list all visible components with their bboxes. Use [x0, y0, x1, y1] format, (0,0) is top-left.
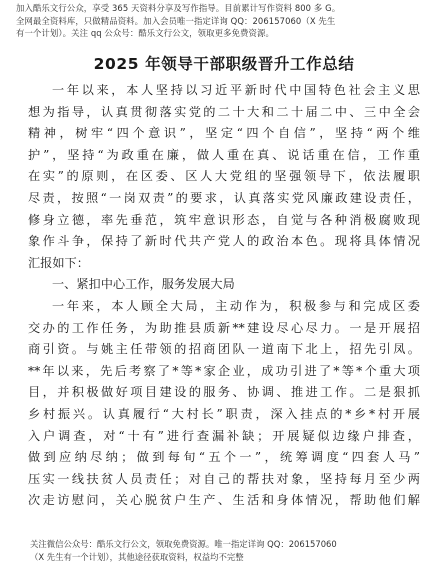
top-notice-line: 加入酷乐文行公众，享受 365 天资料分享及写作指导。目前累计写作资料 800 多 G。 [16, 3, 341, 13]
top-notice-line: 有一个计划）。关注 qq 公众号：酷乐文行公文，领取更多免费资源。 [16, 28, 274, 39]
body-line: 乡村振兴。认真履行“大村长”职责，深入挂点的*乡*村开展 [28, 406, 420, 421]
body-line: **年以来，先后考察了*等*家企业，成功引进了*等*个重大项 [28, 363, 420, 378]
body-line: 尽责，按照“一岗双责”的要求，认真落实党风廉政建设责任， [28, 190, 420, 205]
body-line: 在实”的原则，在区委、区人大党组的坚强领导下，依法履职 [28, 169, 420, 184]
body-line: 入户调查，对“十有”进行查漏补缺；开展疑似边缘户排查， [28, 428, 420, 443]
body-line: 做到应纳尽纳；做到每旬“五个一”，统筹调度“四套人马” [28, 450, 420, 465]
body-line: 汇报如下： [28, 255, 89, 270]
body-line: 想为指导，认真贯彻落实党的二十大和二十届二中、三中全会 [28, 104, 420, 119]
body-line: 交办的工作任务，为助推县质新**建设尽心尽力。一是开展招 [28, 320, 420, 335]
bottom-notice-line: 关注微信公众号：酷乐文行公文，领取免费资源。唯一指定详询 QQ：206157060 [30, 539, 337, 549]
top-notice [16, 2, 434, 40]
bottom-notice [30, 538, 430, 563]
body-line: 精神，树牢“四个意识”，坚定“四个自信”，坚持“两个维 [28, 126, 420, 141]
body-line: 修身立德，率先垂范，筑牢意识形态，自觉与各种消极腐败现 [28, 212, 420, 227]
body-line: 目，并积极做好项目建设的服务、协调、推进工作。二是狠抓 [28, 385, 420, 400]
document-body [28, 80, 420, 512]
bottom-notice-line: （X 先生有一个计划），其他途径获取资料，权益均不完整 [30, 551, 244, 562]
body-line: 护”，坚持“为政重在廉，做人重在真、说话重在信，工作重 [28, 147, 420, 162]
body-line: 商引资。与姚主任带领的招商团队一道南下北上，招先引凤。 [28, 342, 420, 357]
body-line: 象作斗争，保持了新时代共产党人的政治本色。现将具体情况 [28, 234, 420, 249]
section-heading: 一、紧扣中心工作，服务发展大局 [52, 277, 235, 292]
document-title: 2025 年领导干部职级晋升工作总结 [93, 55, 355, 73]
top-notice-line: 全网最全资料库，只做精品资料。加入会员唯一指定详询 QQ：206157060（X 先生 [16, 15, 336, 26]
body-line: 压实一线扶贫人员责任；对自己的帮扶对象，坚持每月至少两 [28, 471, 420, 486]
body-line: 一年以来，本人坚持以习近平新时代中国特色社会主义思 [52, 83, 420, 97]
body-line: 次走访慰问，关心脱贫户生产、生活和身体情况，帮助他们解 [28, 493, 420, 508]
body-line: 一年来，本人顾全大局，主动作为，积极参与和完成区委 [52, 298, 420, 313]
